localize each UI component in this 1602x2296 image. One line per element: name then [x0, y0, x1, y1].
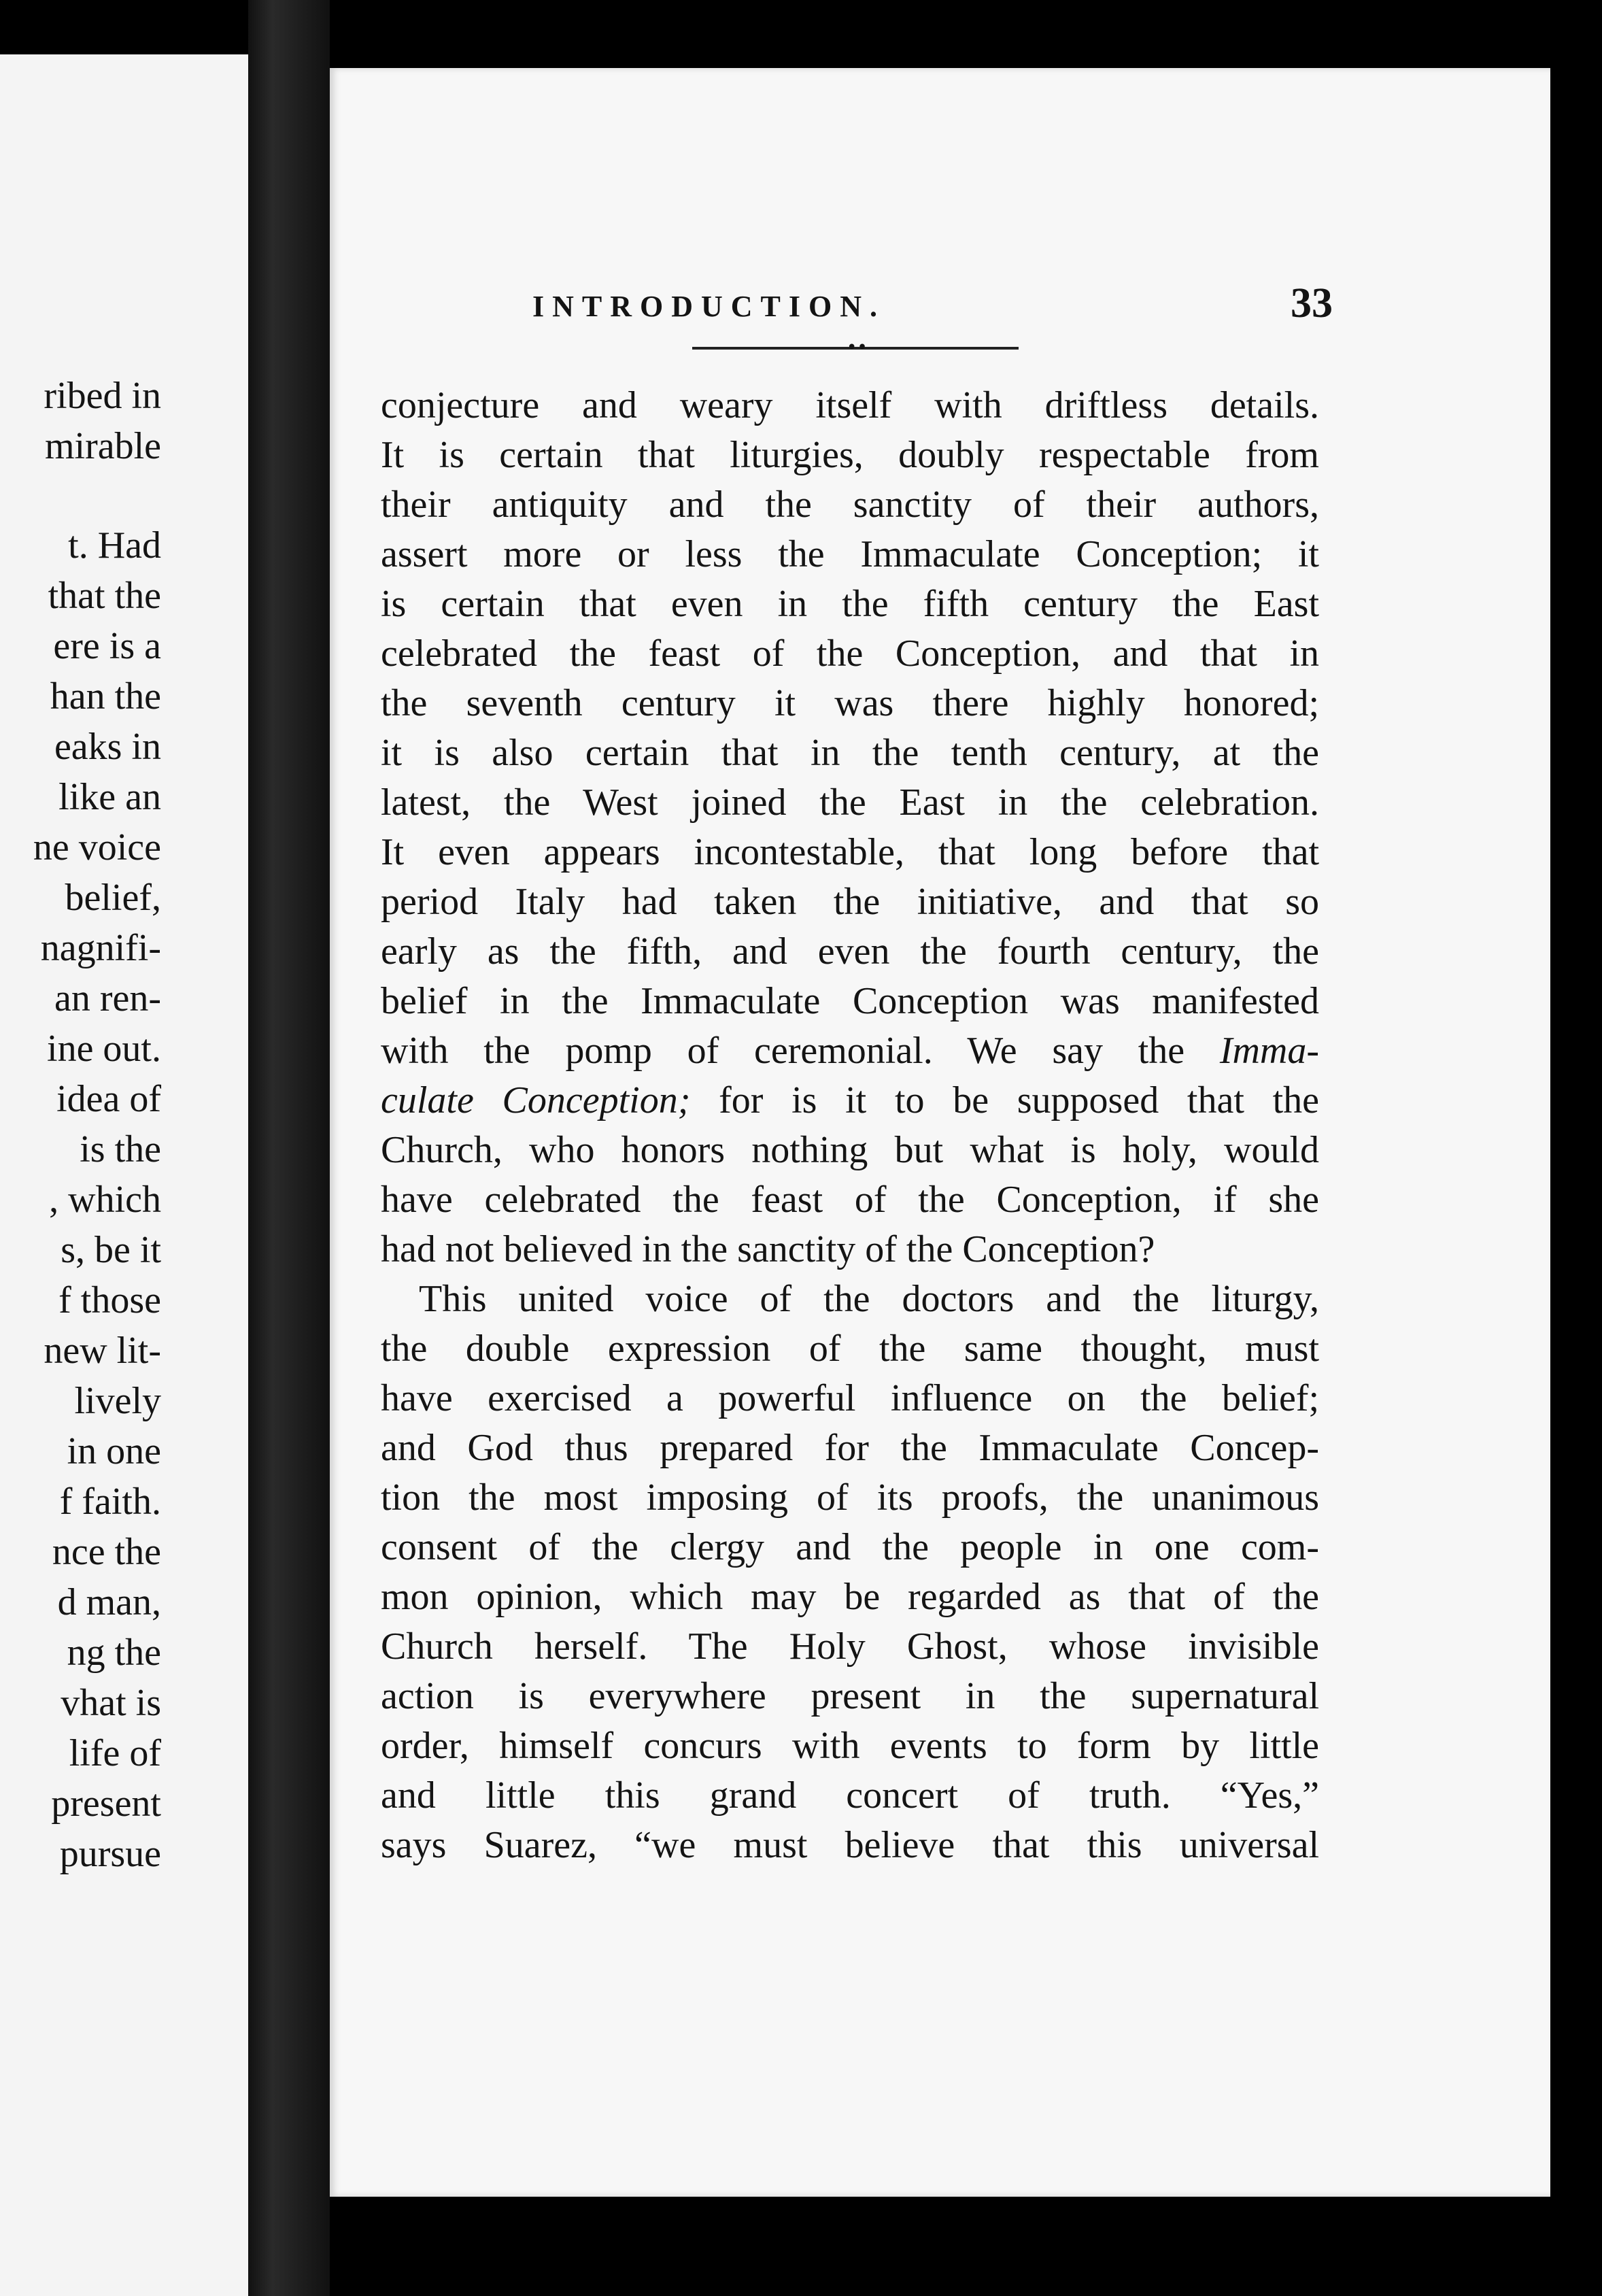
text-line: had not believed in the sanctity of the Conception? — [381, 1228, 1155, 1270]
left-page-line: vhat is — [61, 1682, 161, 1724]
text-line: have celebrated the feast of the Conception, if she — [381, 1179, 1319, 1221]
text-line: order, himself concurs with events to form by little — [381, 1725, 1319, 1767]
text-line: the double expression of the same thought, must — [381, 1328, 1319, 1370]
body-text — [381, 381, 1319, 1870]
text-line: This united voice of the doctors and the liturgy, — [419, 1278, 1319, 1320]
left-page-line: , which — [49, 1179, 161, 1221]
text-line: Church herself. The Holy Ghost, whose invisible — [381, 1625, 1319, 1668]
text-segment: for is it to be supposed that the — [719, 1079, 1319, 1121]
left-page-line: pursue — [59, 1833, 161, 1875]
text-line: and God thus prepared for the Immaculate Concep- — [381, 1427, 1319, 1469]
text-line: period Italy had taken the initiative, and that so — [381, 881, 1319, 923]
left-page-line: life of — [69, 1732, 161, 1774]
page-header — [354, 280, 1333, 343]
left-page-line: ere is a — [53, 625, 161, 667]
left-page-line: nagnifi- — [40, 927, 161, 969]
left-page-line: f faith. — [59, 1481, 161, 1523]
text-line-mixed — [381, 1076, 1319, 1126]
text-line: says Suarez, “we must believe that this universal — [381, 1824, 1319, 1866]
text-line: celebrated the feast of the Conception, and that in — [381, 632, 1319, 675]
text-segment: with the pomp of ceremonial. We say the — [381, 1030, 1185, 1072]
left-page-line: new lit- — [44, 1330, 161, 1372]
left-page-line: in one — [67, 1430, 161, 1472]
text-line: mon opinion, which may be regarded as that of the — [381, 1576, 1319, 1618]
italic-segment: Imma- — [1219, 1030, 1320, 1072]
text-line: early as the fifth, and even the fourth century, the — [381, 930, 1319, 973]
left-page-line: like an — [58, 776, 161, 818]
text-line: latest, the West joined the East in the celebration. — [381, 781, 1319, 824]
left-page-line: present — [51, 1783, 161, 1825]
left-page-line: ribed in — [44, 375, 161, 417]
text-line: assert more or less the Immaculate Conception; it — [381, 533, 1319, 575]
text-line: is certain that even in the fifth century the East — [381, 583, 1319, 625]
left-page-line: belief, — [65, 877, 161, 919]
text-line: it is also certain that in the tenth century, at the — [381, 732, 1319, 774]
left-page-line: f those — [58, 1279, 161, 1321]
left-page-line: an ren- — [54, 977, 161, 1019]
text-line: and little this grand concert of truth. “Yes,” — [381, 1774, 1319, 1817]
rule-ornament: •• — [847, 337, 868, 358]
text-line: tion the most imposing of its proofs, the unanimous — [381, 1476, 1319, 1519]
left-page-line: han the — [50, 675, 161, 718]
book-gutter — [248, 0, 330, 2296]
text-line: It is certain that liturgies, doubly respectable from — [381, 434, 1319, 476]
text-line: action is everywhere present in the supernatural — [381, 1675, 1319, 1717]
left-page-line: ine out. — [47, 1028, 161, 1070]
left-page — [0, 54, 248, 2296]
text-line: belief in the Immaculate Conception was manifested — [381, 980, 1319, 1022]
left-page-line: is the — [80, 1128, 161, 1170]
running-head: INTRODUCTION. — [532, 290, 886, 323]
text-line: their antiquity and the sanctity of their authors, — [381, 484, 1319, 526]
left-page-line: ne voice — [33, 826, 161, 868]
left-page-line: that the — [48, 575, 161, 617]
text-line: It even appears incontestable, that long before that — [381, 831, 1319, 873]
text-line: conjecture and weary itself with driftless details. — [381, 384, 1319, 426]
text-line: the seventh century it was there highly honored; — [381, 682, 1319, 724]
left-page-line: lively — [74, 1380, 161, 1422]
text-line-mixed — [381, 1026, 1319, 1076]
italic-segment: culate Conception; — [381, 1079, 691, 1121]
left-page-line: s, be it — [61, 1229, 161, 1271]
left-page-line: mirable — [44, 425, 161, 467]
text-line: Church, who honors nothing but what is holy, would — [381, 1129, 1319, 1171]
left-page-line: nce the — [52, 1531, 161, 1573]
left-page-line: ng the — [67, 1632, 161, 1674]
left-page-line: eaks in — [54, 726, 161, 768]
text-line: have exercised a powerful influence on the belief; — [381, 1377, 1319, 1419]
page-number: 33 — [1291, 280, 1333, 326]
left-page-line: d man, — [57, 1581, 161, 1623]
left-page-line: idea of — [56, 1078, 161, 1120]
left-page-line: t. Had — [68, 524, 161, 567]
text-line: consent of the clergy and the people in one com- — [381, 1526, 1319, 1568]
